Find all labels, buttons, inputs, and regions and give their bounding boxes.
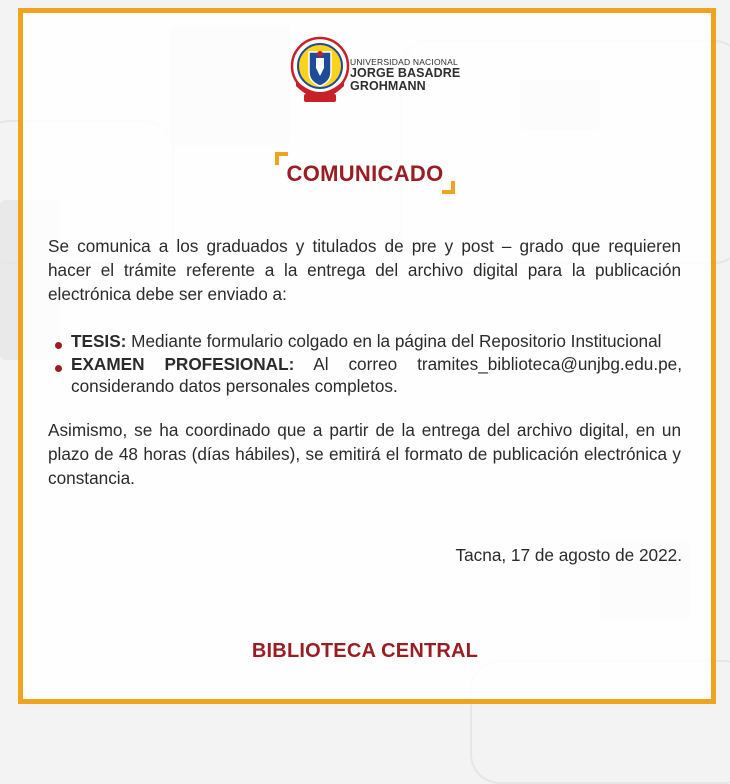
title-box	[275, 152, 455, 194]
page-title: COMUNICADO	[286, 161, 444, 186]
list-item	[55, 330, 682, 353]
bullet-dot-icon	[55, 342, 62, 349]
list-item	[55, 353, 682, 398]
closing-paragraph: Asimismo, se ha coordinado que a partir de la entrega del archivo digital, en un plazo de 48 horas (días hábiles), se emitirá el formato de publicación electrónica y constancia.	[48, 420, 681, 488]
university-name	[350, 58, 460, 93]
university-seal-icon	[290, 36, 350, 108]
intro-paragraph: Se comunica a los graduados y titulados de pre y post – grado que requieren hacer el trámite referente a la entrega del archivo digital para la publicación electrónica debe ser enviado a:	[48, 236, 681, 304]
list-item-text: Al correo tramites_biblioteca@unjbg.edu.pe, considerando datos personales completos.	[71, 353, 683, 396]
footer-signature: BIBLIOTECA CENTRAL	[251, 640, 479, 662]
university-logo	[290, 36, 350, 108]
university-name-line2: JORGE BASADRE	[350, 65, 461, 80]
list-item-label: EXAMEN PROFESIONAL:	[71, 353, 295, 374]
delivery-list	[55, 330, 682, 398]
date-line: Tacna, 17 de agosto de 2022.	[455, 545, 682, 565]
list-item-label: TESIS:	[71, 331, 127, 351]
bullet-dot-icon	[55, 365, 62, 372]
list-item-text: Mediante formulario colgado en la página del Repositorio Institucional	[131, 331, 662, 351]
university-name-line1: UNIVERSIDAD NACIONAL	[350, 57, 458, 67]
university-name-line3: GROHMANN	[350, 79, 426, 94]
